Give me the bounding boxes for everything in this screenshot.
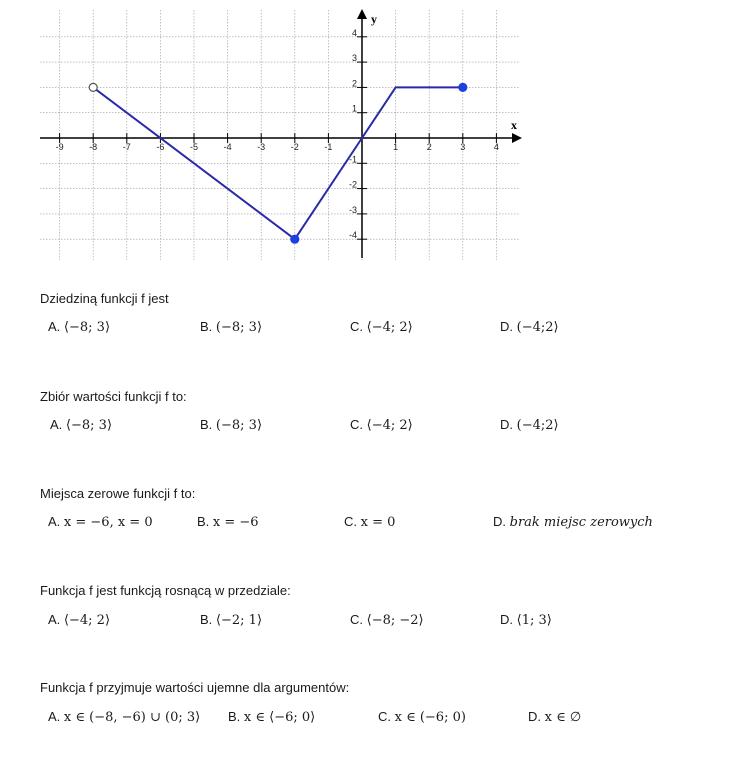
option-value: x = −6 — [212, 515, 259, 530]
option-letter: B. — [228, 709, 241, 724]
grid — [40, 10, 520, 260]
option-c[interactable] — [350, 417, 413, 433]
x-tick-label: 4 — [493, 142, 499, 152]
option-a[interactable] — [48, 319, 110, 335]
y-tick-label: 4 — [351, 27, 357, 38]
question-2-options — [0, 417, 748, 437]
y-tick-label: -3 — [348, 204, 357, 215]
option-c[interactable] — [378, 709, 466, 725]
x-tick-label: -9 — [55, 142, 64, 152]
option-a[interactable] — [48, 612, 110, 628]
option-value: ⟨−8; 3⟩ — [63, 320, 111, 335]
option-a[interactable] — [50, 417, 112, 433]
tick-marks — [56, 28, 499, 240]
y-tick-label: -2 — [348, 179, 357, 190]
option-value: ⟨−8; 3⟩ — [65, 418, 113, 433]
x-tick-label: -2 — [290, 142, 299, 152]
x-axis-label: x — [511, 118, 517, 132]
x-tick-label: 2 — [426, 142, 432, 152]
option-a[interactable] — [48, 514, 153, 530]
option-letter: C. — [344, 514, 357, 529]
x-axis-arrow — [512, 133, 522, 143]
option-value: ⟨−4; 2⟩ — [366, 418, 413, 433]
question-1-prompt: Dziedziną funkcji f jest — [40, 291, 169, 306]
option-letter: D. — [528, 709, 541, 724]
option-letter: A. — [48, 709, 61, 724]
option-value: (−8; 3⟩ — [215, 418, 263, 433]
option-letter: A. — [50, 417, 63, 432]
option-value: (−4;2⟩ — [516, 320, 559, 335]
option-value: x ∈ ∅ — [544, 710, 582, 725]
option-letter: C. — [350, 417, 363, 432]
option-letter: A. — [48, 319, 61, 334]
y-tick-label: -1 — [348, 154, 357, 165]
option-value: ⟨−8; −2⟩ — [366, 613, 424, 628]
filled-endpoint — [459, 83, 467, 91]
option-value: brak miejsc zerowych — [509, 515, 653, 530]
question-5-prompt: Funkcja f przyjmuje wartości ujemne dla argumentów: — [40, 680, 350, 695]
option-letter: A. — [48, 612, 61, 627]
option-letter: B. — [200, 612, 213, 627]
option-value: (−4;2⟩ — [516, 418, 559, 433]
x-tick-label: -8 — [89, 142, 98, 152]
option-letter: B. — [197, 514, 210, 529]
option-letter: C. — [350, 612, 363, 627]
option-letter: B. — [200, 319, 213, 334]
y-axis-label: y — [371, 12, 377, 26]
function-graph — [0, 0, 748, 270]
x-tick-label: -6 — [156, 142, 165, 152]
question-5-options — [0, 709, 748, 729]
option-value: ⟨−4; 2⟩ — [63, 613, 111, 628]
option-a[interactable] — [48, 709, 200, 725]
option-b[interactable] — [200, 612, 262, 628]
option-c[interactable] — [344, 514, 395, 530]
option-value: ⟨−4; 2⟩ — [366, 320, 413, 335]
option-value: ⟨1; 3⟩ — [516, 613, 552, 628]
option-b[interactable] — [200, 417, 262, 433]
x-tick-label: -5 — [189, 142, 199, 152]
option-d[interactable] — [528, 709, 581, 725]
option-b[interactable] — [200, 319, 262, 335]
y-tick-label: -4 — [348, 230, 357, 241]
question-2-prompt: Zbiór wartości funkcji f to: — [40, 389, 187, 404]
option-value: x = −6, x = 0 — [63, 515, 153, 530]
option-value: x ∈ ⟨−6; 0⟩ — [243, 710, 316, 725]
question-4-options — [0, 612, 748, 632]
x-tick-label: -3 — [257, 142, 266, 152]
option-letter: A. — [48, 514, 61, 529]
x-tick-label: 3 — [460, 142, 466, 152]
question-3-options — [0, 514, 748, 534]
axes — [40, 9, 522, 258]
question-4-prompt: Funkcja f jest funkcją rosnącą w przedziale: — [40, 583, 291, 598]
x-tick-label: -1 — [324, 142, 333, 152]
option-c[interactable] — [350, 612, 424, 628]
option-b[interactable] — [197, 514, 259, 530]
y-tick-label: 2 — [351, 78, 357, 89]
option-value: x ∈ (−8, −6) ∪ (0; 3⟩ — [63, 710, 201, 725]
y-tick-label: 3 — [351, 53, 357, 64]
option-value: ⟨−2; 1⟩ — [215, 613, 263, 628]
question-3-prompt: Miejsca zerowe funkcji f to: — [40, 486, 196, 501]
y-axis-arrow — [357, 9, 367, 19]
option-value: x = 0 — [360, 515, 396, 530]
option-d[interactable] — [493, 514, 653, 530]
open-endpoint — [89, 83, 97, 91]
option-letter: D. — [493, 514, 506, 529]
filled-endpoint — [291, 235, 299, 243]
y-tick-label: 1 — [351, 103, 357, 114]
option-value: (−8; 3⟩ — [215, 320, 263, 335]
option-letter: C. — [350, 319, 363, 334]
option-d[interactable] — [500, 417, 559, 433]
option-d[interactable] — [500, 612, 552, 628]
option-b[interactable] — [228, 709, 315, 725]
option-letter: D. — [500, 319, 513, 334]
option-d[interactable] — [500, 319, 559, 335]
option-letter: D. — [500, 417, 513, 432]
option-c[interactable] — [350, 319, 413, 335]
option-letter: B. — [200, 417, 213, 432]
x-tick-label: -4 — [223, 142, 232, 152]
option-value: x ∈ (−6; 0) — [394, 710, 466, 725]
x-tick-label: 1 — [393, 142, 399, 152]
option-letter: D. — [500, 612, 513, 627]
question-1-options — [0, 319, 748, 339]
x-tick-label: -7 — [122, 142, 131, 152]
option-letter: C. — [378, 709, 391, 724]
